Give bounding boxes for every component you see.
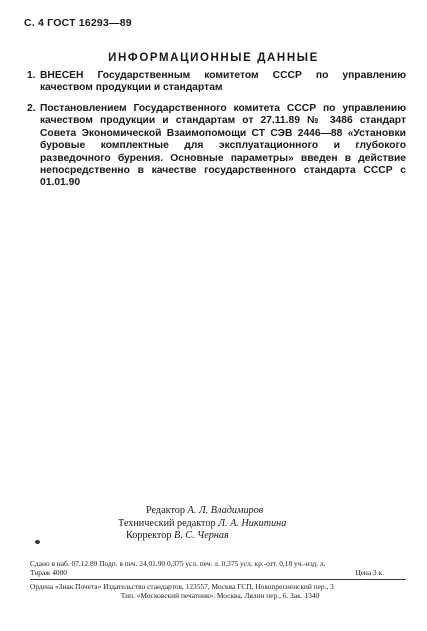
editor-role: Редактор bbox=[146, 505, 185, 516]
price: Цена 3 к. bbox=[355, 568, 384, 577]
item-text: ВНЕСЕН Государственным комитетом СССР по управлению качеством продукции и стандартам bbox=[40, 70, 406, 94]
item-number: 1. bbox=[27, 70, 36, 81]
corrector-name: В. С. Черная bbox=[173, 530, 229, 542]
typography-line: Тип. «Московский печатник». Москва, Лялин пер., 6. Зак. 1340 bbox=[120, 591, 320, 601]
tech-editor-role: Технический редактор bbox=[118, 517, 216, 529]
credits-block bbox=[118, 505, 286, 543]
divider bbox=[30, 579, 406, 580]
page-title: ИНФОРМАЦИОННЫЕ ДАННЫЕ bbox=[108, 52, 319, 64]
info-item bbox=[27, 103, 406, 190]
item-text: Постановлением Государственного комитета СССР по управлению качеством продукции и стандартам от 27.11.89 № 3486 стандарт Совета Экономической Взаимопомощи СТ СЭВ 2446—88 «Установки буровые комплектные для эксплуатационного и глубокого разведочного бурения. Основные параметры» введен в действие непосредственно в качестве государственного стандарта СССР с 01.01.90 bbox=[40, 103, 406, 189]
printer-info bbox=[30, 582, 410, 600]
corrector-line bbox=[118, 530, 286, 543]
editor-line bbox=[118, 505, 286, 518]
corrector-role: Корректор bbox=[126, 530, 172, 542]
publication-dates: Сдано в наб. 07.12.89 Подп. в печ. 24.01.90 0,375 усл. печ. л. 0,375 усл. кр.-отт. 0,18 уч.-изд. л. bbox=[30, 559, 326, 568]
publication-info bbox=[30, 559, 406, 577]
ink-mark bbox=[35, 540, 40, 544]
editor-name: А. Л. Владимиров bbox=[187, 505, 264, 516]
publisher-line: Ордена «Знак Почета» Издательство стандартов, 123557, Москва ГСП, Новопресненский пер., 3 bbox=[30, 582, 334, 591]
tech-editor-name: Л. А. Никитина bbox=[218, 517, 287, 529]
item-number: 2. bbox=[27, 103, 36, 114]
publication-run bbox=[30, 568, 406, 577]
tech-editor-line bbox=[118, 518, 286, 531]
print-run: Тираж 4000 bbox=[30, 568, 67, 577]
info-item bbox=[27, 70, 406, 95]
page-header: С. 4 ГОСТ 16293—89 bbox=[24, 17, 132, 29]
